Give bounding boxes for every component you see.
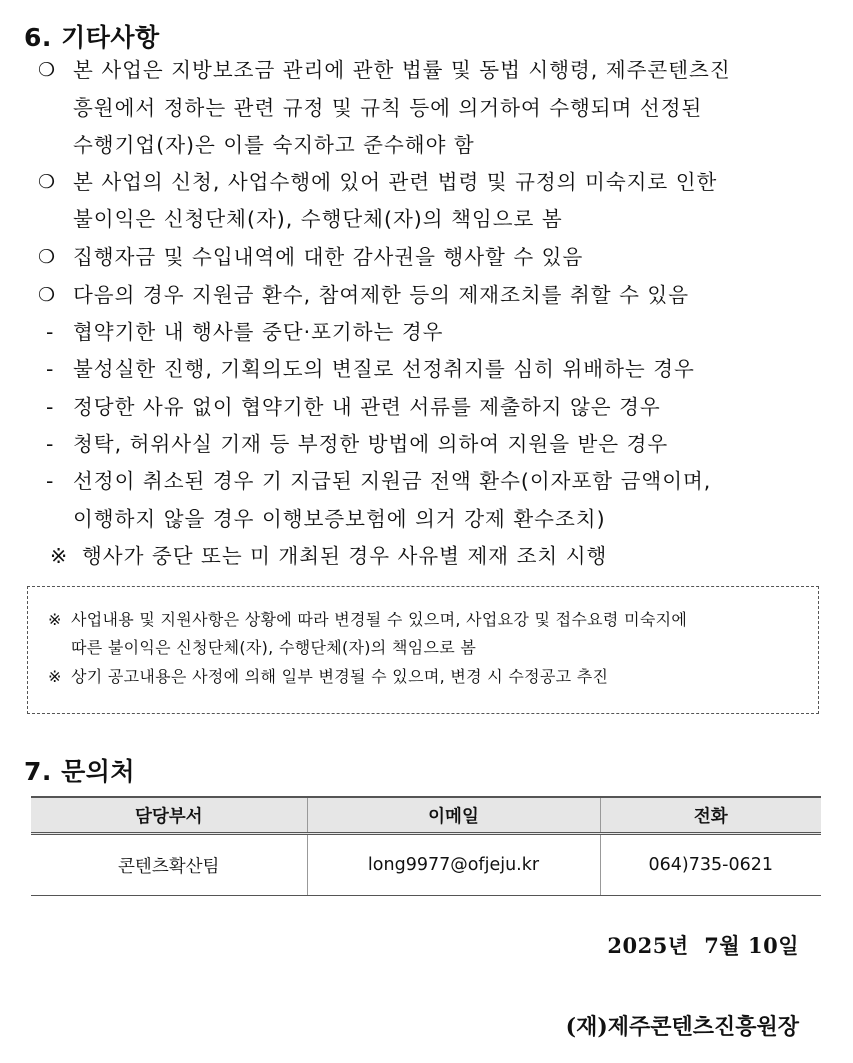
note-line: 따른 불이익은 신청단체(자), 수행단체(자)의 책임으로 봄 bbox=[71, 638, 477, 657]
table-row bbox=[31, 834, 821, 896]
note-line: ※ bbox=[48, 667, 62, 686]
note-line: ※ bbox=[48, 610, 62, 629]
circle-bullet-icon: ❍ bbox=[38, 246, 57, 268]
column-header-phone: 전화 bbox=[600, 797, 821, 834]
notice-box bbox=[27, 586, 819, 714]
contact-table bbox=[31, 796, 821, 896]
column-header-department: 담당부서 bbox=[31, 797, 307, 834]
phone-cell: 064)735-0621 bbox=[600, 834, 821, 896]
issuer-signature: (재)제주콘텐츠진흥원장 bbox=[565, 1014, 799, 1040]
circle-bullet-icon: ❍ bbox=[38, 284, 57, 306]
document-date: 2025년 7월 10일 bbox=[607, 933, 799, 958]
circle-bullet-icon: ❍ bbox=[38, 171, 57, 193]
email-cell: long9977@ofjeju.kr bbox=[307, 834, 600, 896]
reference-mark-icon: ※ bbox=[50, 544, 69, 568]
section-7-title: 7. 문의처 bbox=[24, 757, 136, 786]
note-line: 사업내용 및 지원사항은 상황에 따라 변경될 수 있으며, 사업요강 및 접수요령 미숙지에 bbox=[71, 610, 688, 629]
table-header-row bbox=[31, 797, 821, 834]
note-line: 상기 공고내용은 사정에 의해 일부 변경될 수 있으며, 변경 시 수정공고 추진 bbox=[71, 667, 609, 686]
section-6-title: 6. 기타사항 bbox=[24, 23, 160, 52]
department-cell: 콘텐츠확산팀 bbox=[31, 834, 307, 896]
column-header-email: 이메일 bbox=[307, 797, 600, 834]
circle-bullet-icon: ❍ bbox=[38, 59, 57, 81]
